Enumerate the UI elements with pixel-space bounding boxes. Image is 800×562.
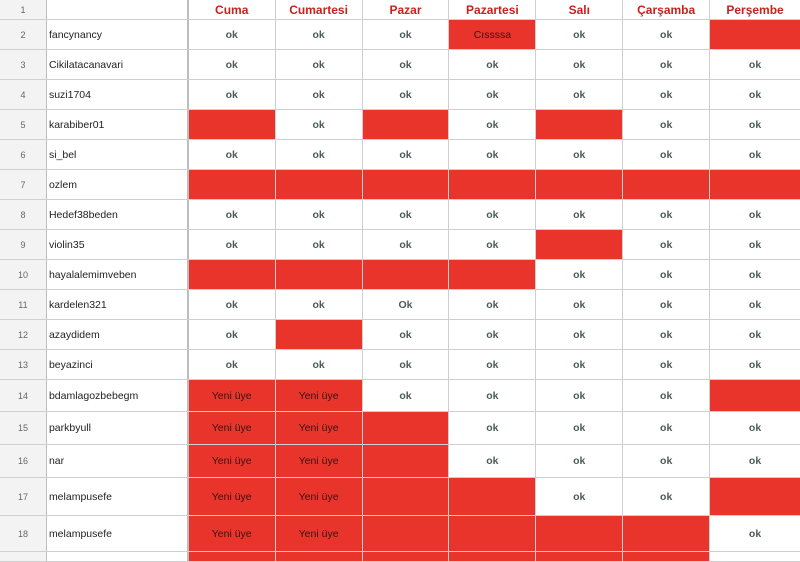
status-cell[interactable] (363, 412, 450, 444)
row-number: 16 (0, 445, 47, 477)
status-cell[interactable]: ok (536, 478, 623, 515)
status-cell[interactable]: ok (449, 350, 536, 379)
status-cell[interactable]: ok (276, 80, 363, 109)
row-number: 7 (0, 170, 47, 199)
row-number: 2 (0, 20, 47, 49)
status-cell[interactable] (363, 552, 450, 561)
row-number: 11 (0, 290, 47, 319)
status-cell[interactable]: ok (276, 110, 363, 139)
member-name-cell[interactable]: nar (47, 445, 189, 477)
status-cell[interactable]: ok (748, 58, 762, 71)
table-row (0, 260, 800, 290)
status-cell[interactable] (449, 552, 536, 561)
status-cell[interactable]: ok (189, 50, 276, 79)
status-cell[interactable]: ok (189, 230, 276, 259)
status-cell[interactable]: ok (536, 50, 623, 79)
row-number: 4 (0, 80, 47, 109)
status-cell[interactable]: ok (623, 110, 710, 139)
row-number: 8 (0, 200, 47, 229)
status-cell[interactable] (623, 552, 710, 561)
status-cell[interactable]: Ok (363, 290, 450, 319)
status-cell[interactable]: ok (363, 20, 450, 49)
status-cell[interactable]: ok (449, 200, 536, 229)
status-cell[interactable]: ok (748, 422, 762, 434)
row-number: 12 (0, 320, 47, 349)
table-row (0, 20, 800, 50)
member-name-cell[interactable]: fancynancy (47, 20, 189, 49)
status-cell[interactable] (363, 445, 450, 477)
member-name-cell[interactable]: kardelen321 (47, 290, 189, 319)
status-cell[interactable]: Yeni üye (276, 412, 363, 444)
status-cell[interactable]: ok (623, 200, 710, 229)
status-cell[interactable]: ok (276, 140, 363, 169)
status-cell[interactable] (449, 260, 536, 289)
row-number: 17 (0, 478, 47, 515)
table-row (0, 516, 800, 552)
table-row (0, 320, 800, 350)
status-cell[interactable]: Yeni üye (189, 516, 276, 551)
status-cell[interactable] (276, 320, 363, 349)
status-cell[interactable]: ok (189, 80, 276, 109)
status-cell[interactable] (189, 260, 276, 289)
row-number: 18 (0, 516, 47, 551)
status-cell[interactable]: ok (536, 290, 623, 319)
member-name-cell[interactable]: melampusefe (47, 478, 189, 515)
day-header-7[interactable]: Perşembe (726, 2, 784, 17)
status-cell[interactable]: Yeni üye (189, 478, 276, 515)
status-cell[interactable]: ok (536, 320, 623, 349)
member-name-cell[interactable]: parkbyull (47, 412, 189, 444)
status-cell[interactable]: Yeni üye (189, 412, 276, 444)
day-header-5[interactable]: Salı (536, 0, 623, 19)
status-cell[interactable]: ok (276, 50, 363, 79)
row-number (0, 552, 47, 561)
status-cell[interactable]: ok (748, 88, 762, 101)
status-cell[interactable] (449, 516, 536, 551)
status-cell[interactable] (710, 380, 800, 411)
table-row (0, 478, 800, 516)
table-row (0, 230, 800, 260)
status-cell[interactable]: ok (363, 140, 450, 169)
table-row (0, 170, 800, 200)
status-cell[interactable]: ok (623, 50, 710, 79)
member-name-cell[interactable]: Hedef38beden (47, 200, 189, 229)
table-row (0, 380, 800, 412)
day-header-2[interactable]: Cumartesi (276, 0, 363, 19)
status-cell[interactable]: ok (449, 445, 536, 477)
member-name-cell[interactable]: azaydidem (47, 320, 189, 349)
status-cell[interactable]: ok (449, 140, 536, 169)
status-cell[interactable] (623, 516, 710, 551)
status-cell[interactable]: ok (536, 140, 623, 169)
day-header-6[interactable]: Çarşamba (623, 0, 710, 19)
status-cell[interactable]: ok (276, 350, 363, 379)
status-cell[interactable]: ok (276, 20, 363, 49)
status-cell[interactable]: ok (623, 290, 710, 319)
table-row (0, 200, 800, 230)
status-cell[interactable] (710, 552, 800, 561)
status-cell[interactable]: ok (363, 80, 450, 109)
status-cell[interactable]: ok (189, 320, 276, 349)
status-cell[interactable]: ok (189, 140, 276, 169)
day-header-3[interactable]: Pazar (363, 0, 450, 19)
status-cell[interactable] (449, 170, 536, 199)
status-cell[interactable]: ok (623, 80, 710, 109)
status-cell[interactable]: ok (189, 350, 276, 379)
status-cell[interactable] (189, 170, 276, 199)
header-row (0, 0, 800, 20)
table-row (0, 412, 800, 445)
status-cell[interactable]: ok (623, 20, 710, 49)
day-header-4[interactable]: Pazartesi (449, 0, 536, 19)
status-cell[interactable] (710, 20, 800, 49)
member-name-cell[interactable]: violin35 (47, 230, 189, 259)
status-cell[interactable] (276, 260, 363, 289)
status-cell[interactable] (449, 478, 536, 515)
table-row (0, 80, 800, 110)
status-cell[interactable]: ok (276, 200, 363, 229)
status-cell[interactable]: ok (748, 268, 762, 281)
status-cell[interactable]: ok (623, 412, 710, 444)
name-column-header[interactable] (47, 0, 189, 19)
status-cell[interactable]: ok (536, 20, 623, 49)
status-cell[interactable]: ok (189, 200, 276, 229)
status-cell[interactable]: ok (623, 380, 710, 411)
status-cell[interactable]: ok (623, 320, 710, 349)
row-number: 15 (0, 412, 47, 444)
status-cell[interactable]: ok (536, 260, 623, 289)
status-cell[interactable]: Yeni üye (276, 478, 363, 515)
status-cell[interactable]: ok (748, 298, 762, 311)
day-header-1[interactable]: Cuma (189, 0, 276, 19)
row-number: 6 (0, 140, 47, 169)
member-name-cell[interactable]: suzi1704 (47, 80, 189, 109)
status-cell[interactable]: Cıssssa (449, 20, 536, 49)
status-cell[interactable]: ok (276, 230, 363, 259)
status-cell[interactable]: ok (623, 260, 710, 289)
row-number: 3 (0, 50, 47, 79)
status-cell[interactable]: ok (363, 350, 450, 379)
member-name-cell[interactable]: Cikilatacanavari (47, 50, 189, 79)
table-row (0, 445, 800, 478)
status-cell[interactable] (710, 478, 800, 515)
status-cell[interactable] (189, 552, 276, 561)
status-cell[interactable]: ok (748, 527, 762, 540)
status-cell[interactable]: ok (748, 238, 762, 251)
status-cell[interactable] (536, 230, 623, 259)
status-cell[interactable] (363, 110, 450, 139)
status-cell[interactable] (536, 516, 623, 551)
status-cell[interactable]: ok (623, 445, 710, 477)
status-cell[interactable] (363, 260, 450, 289)
status-cell[interactable]: Yeni üye (276, 445, 363, 477)
status-cell[interactable]: ok (536, 350, 623, 379)
member-name-cell[interactable]: beyazinci (47, 350, 189, 379)
status-cell[interactable]: Yeni üye (276, 380, 363, 411)
status-cell[interactable]: ok (536, 80, 623, 109)
status-cell[interactable]: Yeni üye (189, 445, 276, 477)
status-cell[interactable]: ok (363, 200, 450, 229)
row-number: 1 (0, 0, 47, 19)
status-cell[interactable] (189, 110, 276, 139)
status-cell[interactable]: ok (623, 350, 710, 379)
status-cell[interactable] (276, 552, 363, 561)
status-cell[interactable] (536, 552, 623, 561)
table-row (0, 552, 800, 562)
row-number: 9 (0, 230, 47, 259)
status-cell[interactable]: ok (449, 230, 536, 259)
status-cell[interactable]: ok (536, 445, 623, 477)
status-cell[interactable]: ok (449, 110, 536, 139)
table-row (0, 110, 800, 140)
member-name-cell[interactable]: melampusefe (47, 516, 189, 551)
table-row (0, 350, 800, 380)
status-cell[interactable]: ok (449, 380, 536, 411)
status-cell[interactable] (536, 170, 623, 199)
status-cell[interactable]: ok (748, 118, 762, 131)
status-cell[interactable]: ok (449, 50, 536, 79)
member-name-cell[interactable]: bdamlagozbebegm (47, 380, 189, 411)
status-cell[interactable] (710, 170, 800, 199)
status-cell[interactable]: ok (363, 230, 450, 259)
row-number: 13 (0, 350, 47, 379)
table-row (0, 290, 800, 320)
member-name-cell[interactable]: si_bel (47, 140, 189, 169)
status-cell[interactable]: ok (748, 455, 762, 467)
status-cell[interactable] (536, 110, 623, 139)
row-number: 5 (0, 110, 47, 139)
status-cell[interactable]: ok (449, 80, 536, 109)
status-cell[interactable]: ok (536, 412, 623, 444)
status-cell[interactable]: ok (536, 200, 623, 229)
status-cell[interactable]: Yeni üye (189, 380, 276, 411)
status-cell[interactable]: ok (189, 20, 276, 49)
status-cell[interactable]: ok (449, 412, 536, 444)
status-cell[interactable]: ok (449, 290, 536, 319)
status-cell[interactable]: Yeni üye (276, 516, 363, 551)
status-cell[interactable]: ok (189, 290, 276, 319)
member-name-cell[interactable]: ozlem (47, 170, 189, 199)
status-cell[interactable] (276, 170, 363, 199)
status-cell[interactable]: ok (536, 380, 623, 411)
row-number: 14 (0, 380, 47, 411)
status-cell[interactable]: ok (449, 320, 536, 349)
member-name-cell[interactable]: karabiber01 (47, 110, 189, 139)
status-cell[interactable]: ok (363, 50, 450, 79)
status-cell[interactable]: ok (748, 148, 762, 161)
status-cell[interactable]: ok (748, 328, 762, 341)
member-name-cell[interactable] (47, 552, 189, 561)
status-cell[interactable]: ok (748, 358, 762, 371)
status-cell[interactable]: ok (623, 140, 710, 169)
status-cell[interactable] (363, 170, 450, 199)
status-cell[interactable]: ok (363, 320, 450, 349)
status-cell[interactable]: ok (623, 478, 710, 515)
status-cell[interactable] (363, 478, 450, 515)
row-number: 10 (0, 260, 47, 289)
status-cell[interactable]: ok (276, 290, 363, 319)
table-row (0, 50, 800, 80)
status-cell[interactable] (363, 516, 450, 551)
status-cell[interactable] (623, 170, 710, 199)
status-cell[interactable]: ok (748, 208, 762, 221)
member-name-cell[interactable]: hayalalemimveben (47, 260, 189, 289)
table-row (0, 140, 800, 170)
status-cell[interactable]: ok (623, 230, 710, 259)
status-cell[interactable]: ok (363, 380, 450, 411)
